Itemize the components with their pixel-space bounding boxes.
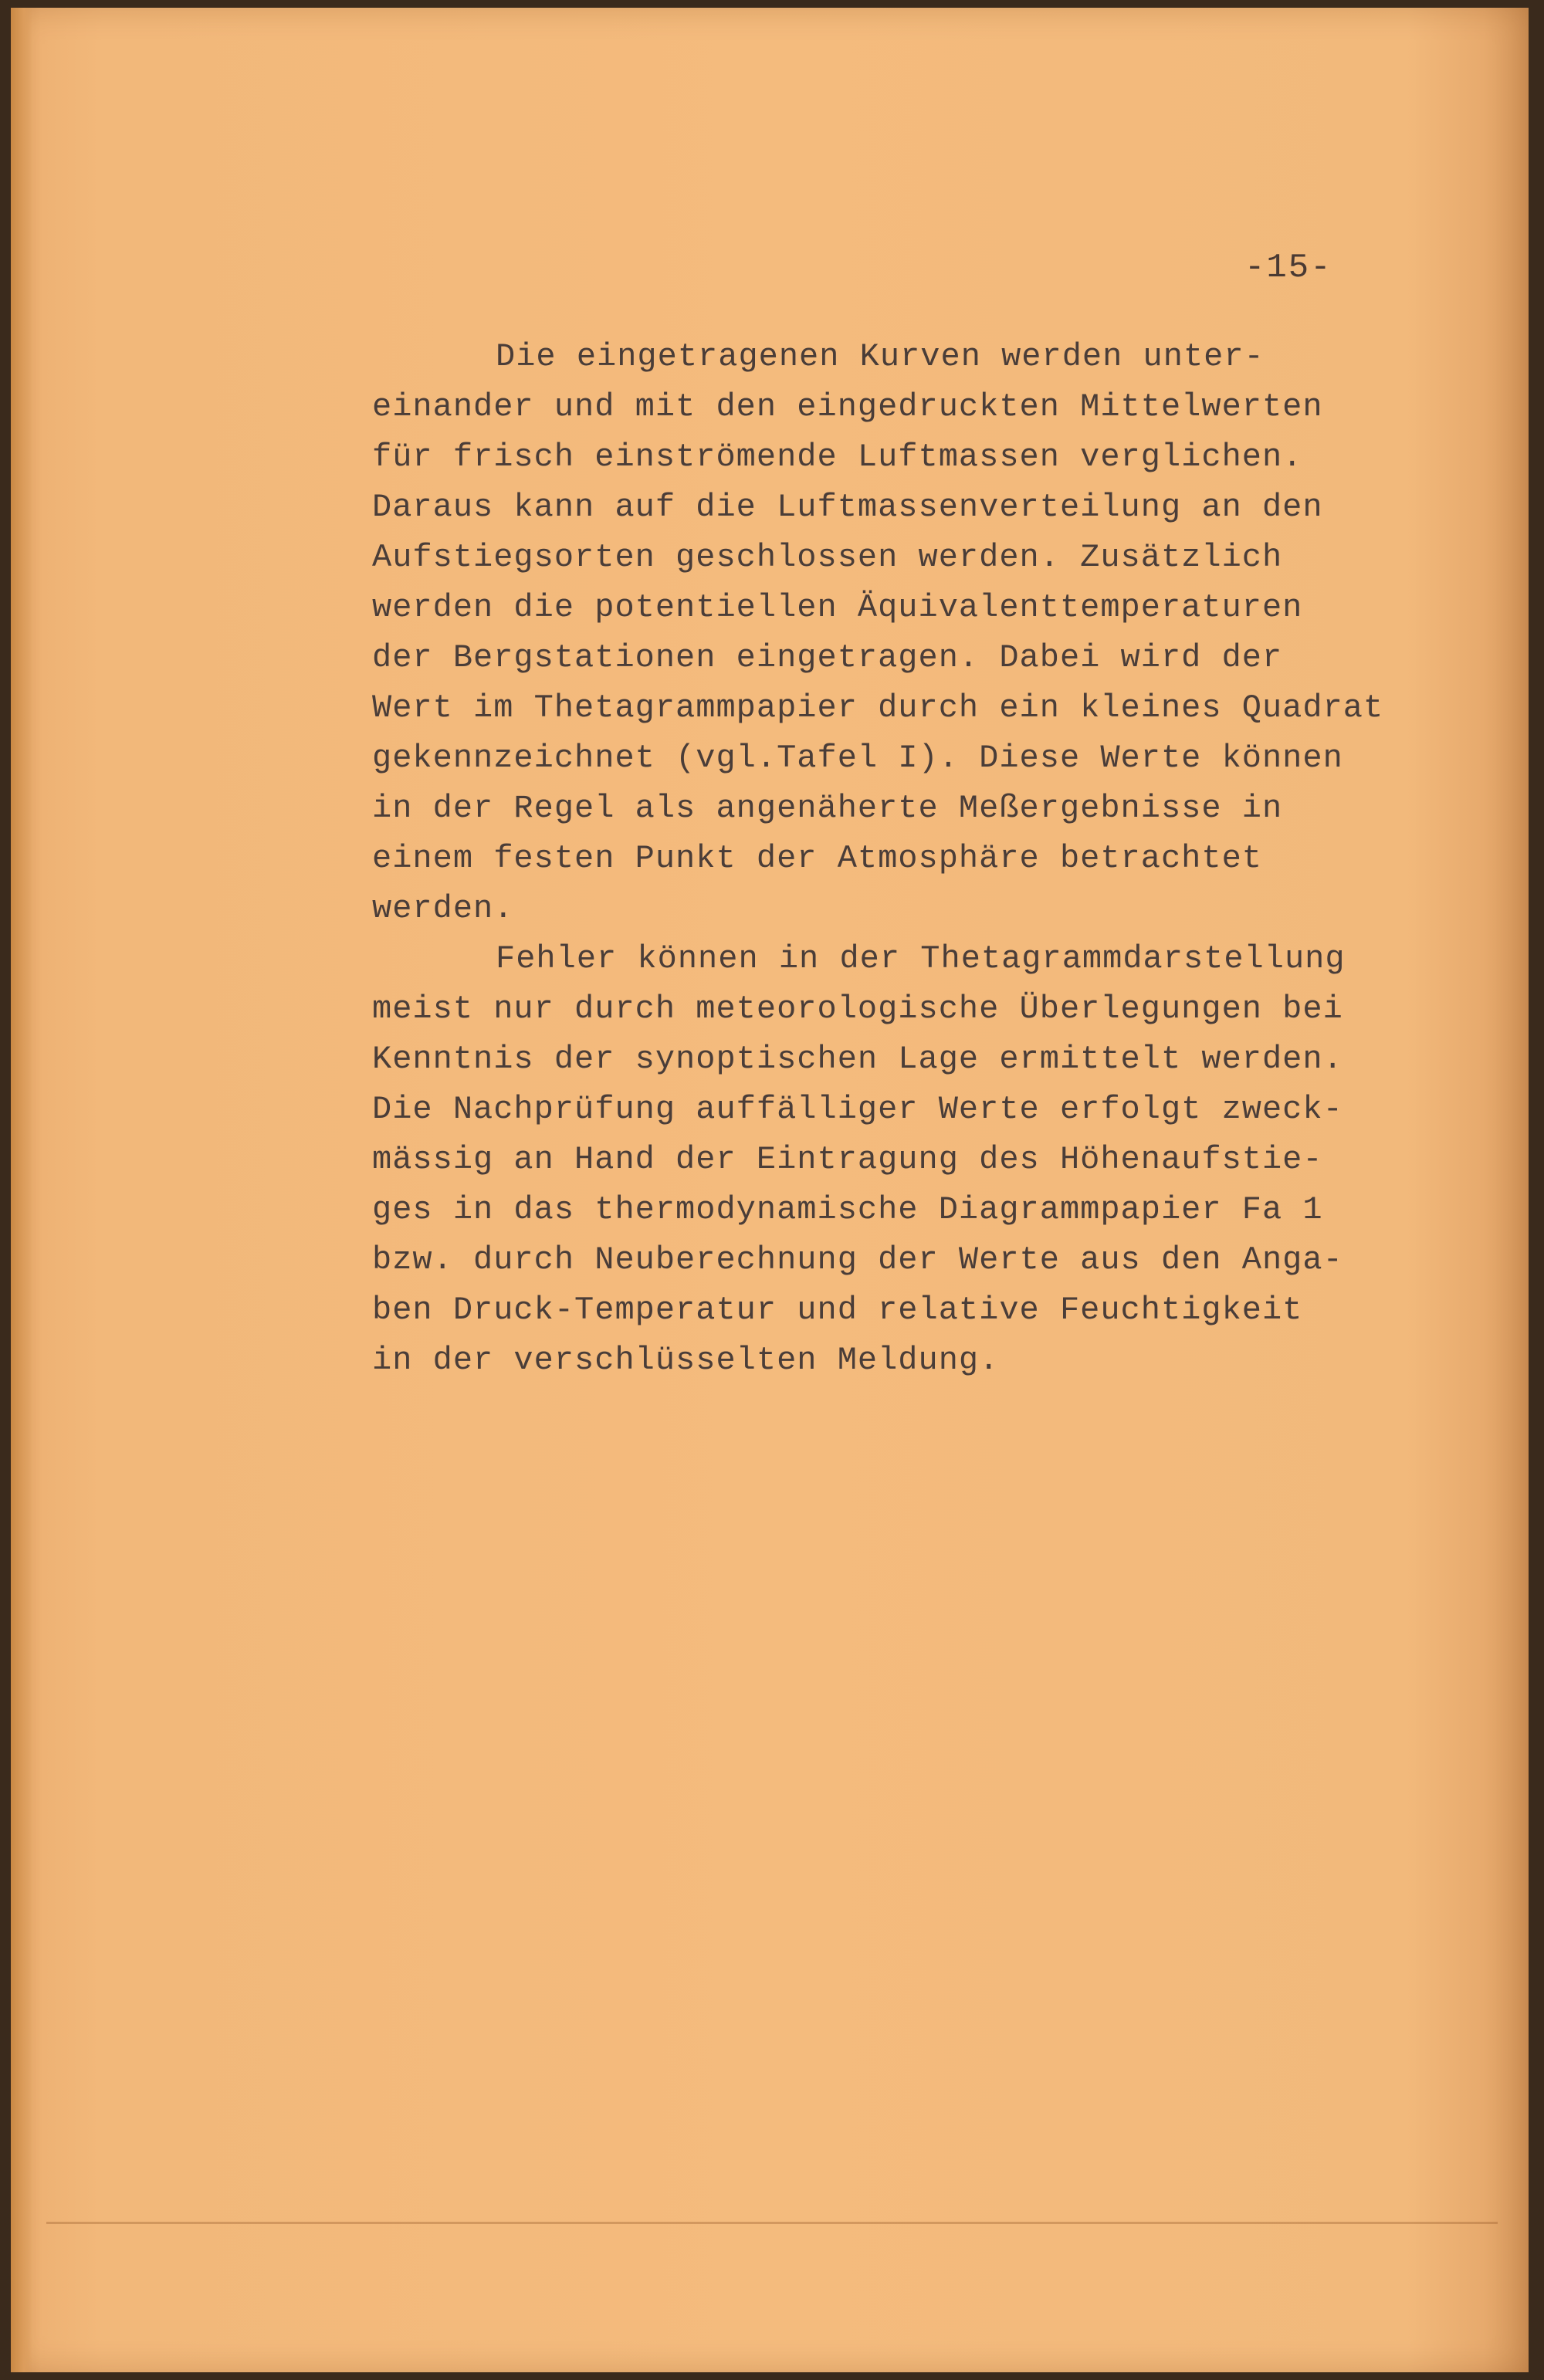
paragraph-2 (372, 934, 1422, 1386)
text-line: Daraus kann auf die Luftmassenverteilung an den (372, 489, 1323, 526)
text-line: einem festen Punkt der Atmosphäre betrachtet (372, 840, 1262, 877)
text-line: in der Regel als angenäherte Meßergebnisse in (372, 790, 1283, 827)
text-line: Kenntnis der synoptischen Lage ermittelt werden. (372, 1041, 1343, 1078)
text-line: Die eingetragenen Kurven werden unter- (496, 338, 1265, 375)
text-line: mässig an Hand der Eintragung des Höhenaufstie- (372, 1141, 1323, 1178)
text-line: in der verschlüsselten Meldung. (372, 1342, 1000, 1379)
text-line: Fehler können in der Thetagrammdarstellung (496, 940, 1346, 977)
text-line: für frisch einströmende Luftmassen verglichen. (372, 438, 1303, 476)
text-line: meist nur durch meteorologische Überlegungen bei (372, 990, 1343, 1027)
text-line: Wert im Thetagrammpapier durch ein kleines Quadrat (372, 689, 1384, 726)
typewritten-text (372, 332, 1422, 1386)
text-line: Die Nachprüfung auffälliger Werte erfolgt zweck- (372, 1091, 1343, 1128)
page-binding-edge (11, 8, 32, 2372)
text-line: der Bergstationen eingetragen. Dabei wird der (372, 639, 1283, 676)
page-fold-line (46, 2222, 1498, 2224)
text-line: ges in das thermodynamische Diagrammpapier Fa 1 (372, 1191, 1323, 1228)
text-line: ben Druck-Temperatur und relative Feuchtigkeit (372, 1292, 1303, 1329)
page-number: -15- (1244, 249, 1332, 287)
text-line: gekennzeichnet (vgl.Tafel I). Diese Werte können (372, 740, 1343, 777)
text-line: Aufstiegsorten geschlossen werden. Zusätzlich (372, 539, 1283, 576)
text-line: bzw. durch Neuberechnung der Werte aus den Anga- (372, 1241, 1343, 1278)
text-line: einander und mit den eingedruckten Mittelwerten (372, 388, 1323, 425)
paragraph-1 (372, 332, 1422, 934)
text-line: werden. (372, 890, 514, 927)
text-line: werden die potentiellen Äquivalenttemperaturen (372, 589, 1303, 626)
